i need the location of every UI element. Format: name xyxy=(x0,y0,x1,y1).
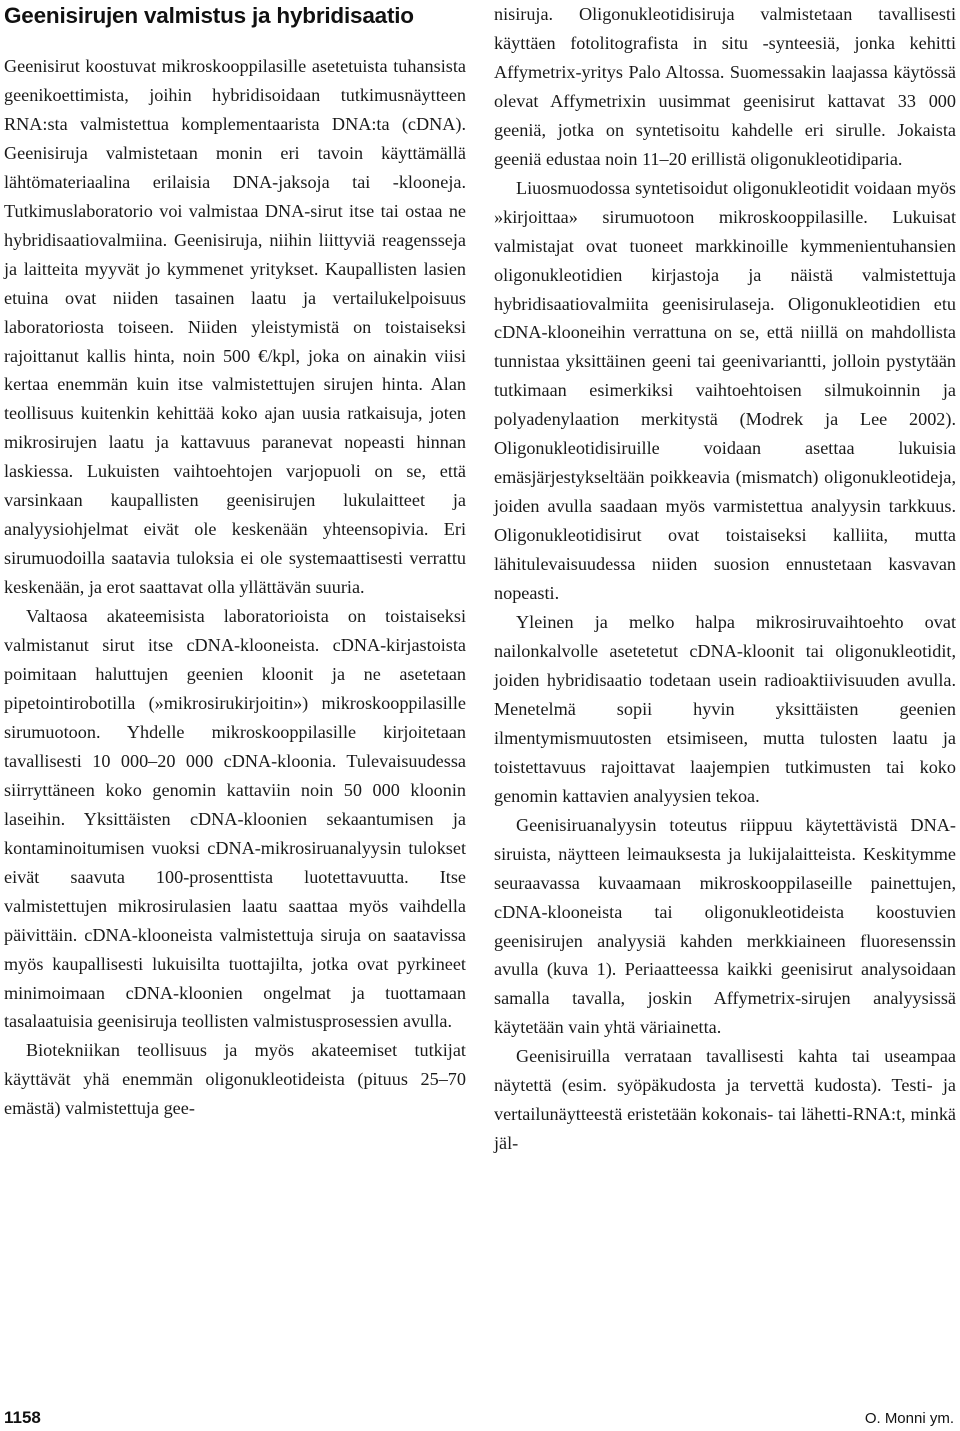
right-column xyxy=(494,0,956,1158)
paragraph: Geenisiruilla verrataan tavallisesti kahta tai useampaa näytettä (esim. syöpäkudosta ja tervettä kudosta). Testi- ja vertailunäytteestä eristetään kokonais- tai lähetti-RNA:t, minkä jäl- xyxy=(494,1046,956,1154)
running-author: O. Monni ym. xyxy=(864,1410,954,1427)
paragraph: Valtaosa akateemisista laboratorioista on toistaiseksi valmistanut sirut itse cDNA-klooneista. cDNA-kirjastoista poimitaan haluttujen geenien kloonit ja ne asetetaan pipetointirobotilla (»mikrosirukirjoitin») mikroskooppilasille sirumuotoon. Yhdelle mikroskooppilasille kirjoitetaan tavallisesti 10 000–20 000 cDNA-kloonia. Tulevaisuudessa siirryttäneen koko genomin kattaviin noin 50 000 kloonin laseihin. Yksittäisten cDNA-kloonien sekaantumisen ja kontaminoitumisen vuoksi cDNA-mikrosiruanalyysin tulokset eivät saavuta 100-prosenttista luotettavuutta. Itse valmistettujen mikrosirulasien laatu saattaa myös vaihdella päivittäin. cDNA-klooneista valmistettuja siruja on saatavissa myös kaupallisesti lukuisilta tuottajilta, jotka ovat pyrkineet minimoimaan cDNA-kloonien ongelmat ja tuottamaan tasalaatuisia geenisiruja teollisten valmistusprosessien avulla. xyxy=(4,606,466,1032)
paragraph: nisiruja. Oligonukleotidisiruja valmistetaan tavallisesti käyttäen fotolitografista in situ -synteesiä, jonka kehitti Affymetrix-yritys Palo Altossa. Suomessakin laajassa käytössä olevat Affymetrixin uusimmat geenisirut kattavat 33 000 geeniä, jotka on syntetisoitu kahdelle eri sirulle. Jokaista geeniä edustaa noin 11–20 erillistä oligonukleotidiparia. xyxy=(494,4,956,169)
paragraph: Biotekniikan teollisuus ja myös akateemiset tutkijat käyttävät yhä enemmän oligonukleotideista (pituus 25–70 emästä) valmistettuja gee- xyxy=(4,1040,466,1119)
paragraph: Liuosmuodossa syntetisoidut oligonukleotidit voidaan myös »kirjoittaa» sirumuotoon mikroskooppilasille. Lukuisat valmistajat ovat tuoneet markkinoille kymmenientuhansien oligonukleotidien kirjastoja ja näistä valmistettuja hybridisaatiovalmiita geenisirulaseja. Oligonukleotidien etu cDNA-klooneihin verrattuna on se, että niillä on mahdollista tunnistaa yksittäinen geeni tai geenivariantti, jolloin pystytään tutkimaan esimerkiksi vaihtoehtoisen silmukoinnin ja polyadenylaation merkitystä (Modrek ja Lee 2002). Oligonukleotidisiruille voidaan asettaa lukuisia emäsjärjestykseltään poikkeavia (mismatch) oligonukleotideja, joiden avulla saadaan myös varmistettua analyysin tarkkuus. Oligonukleotidisirut ovat toistaiseksi kalliita, mutta lähitulevaisuudessa niiden suosion ennustetaan kasvavan nopeasti. xyxy=(494,177,956,604)
paragraph: Geenisirut koostuvat mikroskooppilasille asetetuista tuhansista geenikoettimista, joihin hybridisoidaan tutkimusnäytteen RNA:sta valmistettua komplementaarista DNA:ta (cDNA). Geenisiruja valmistetaan monin eri tavoin käyttämällä lähtömateriaalina erilaisia DNA-jaksoja tai -klooneja. Tutkimuslaboratorio voi valmistaa DNA-sirut itse tai ostaa ne hybridisaatiovalmiina. Geenisiruja, niihin liittyviä reagensseja ja laitteita myyvät jo kymmenet yritykset. Kaupallisten lasien etuina ovat niiden tasainen laatu ja vertailukelpoisuus laboratoriosta toiseen. Niiden yleistymistä on toistaiseksi rajoittanut kallis hinta, noin 500 €/kpl, joka on ainakin viisi kertaa enemmän kuin itse valmistettujen sirujen hinta. Alan teollisuus kuitenkin kehittää koko ajan uusia ratkaisuja, joten mikrosirujen laatu ja kattavuus paranevat nopeasti hinnan laskiessa. Lukuisten vaihtoehtojen varjopuoli on se, että varsinkaan kaupallisten geenisirujen lukulaitteet ja analyysiohjelmat eivät ole keskenään yhteensopivia. Eri sirumuodoilla saatavia tuloksia ei ole systemaattisesti verrattu keskenään, ja erot saattavat olla yllättävän suuria. xyxy=(4,56,466,598)
paragraph: Yleinen ja melko halpa mikrosiruvaihtoehto ovat nailonkalvolle asetetetut cDNA-kloonit tai oligonukleotidit, joiden hybridisaatio todetaan usein radioaktiivisuuden avulla. Menetelmä sopii hyvin yksittäisten geenien ilmentymismuutosten etsimiseen, mutta tulosten laatu ja toistettavuus rajoittavat laajempien tutkimusten tai koko genomin kattavien analyysien tekoa. xyxy=(494,612,956,806)
paragraph: Geenisiruanalyysin toteutus riippuu käytettävistä DNA-siruista, näytteen leimauksesta ja lukijalaitteista. Keskitymme seuraavassa kuvaamaan mikroskooppilaseille painettujen, cDNA-klooneista tai oligonukleotideista koostuvien geenisirujen analyysiä kahden merkkiaineen fluoresenssin avulla (kuva 1). Periaatteessa kaikki geenisirut analysoidaan samalla tavalla, joskin Affymetrix-sirujen analyysissä käytetään vain yhtä väriainetta. xyxy=(494,814,956,1038)
page-number: 1158 xyxy=(4,1408,41,1427)
article-title: Geenisirujen valmistus ja hybridisaatio xyxy=(4,3,414,28)
left-column xyxy=(4,52,466,1123)
